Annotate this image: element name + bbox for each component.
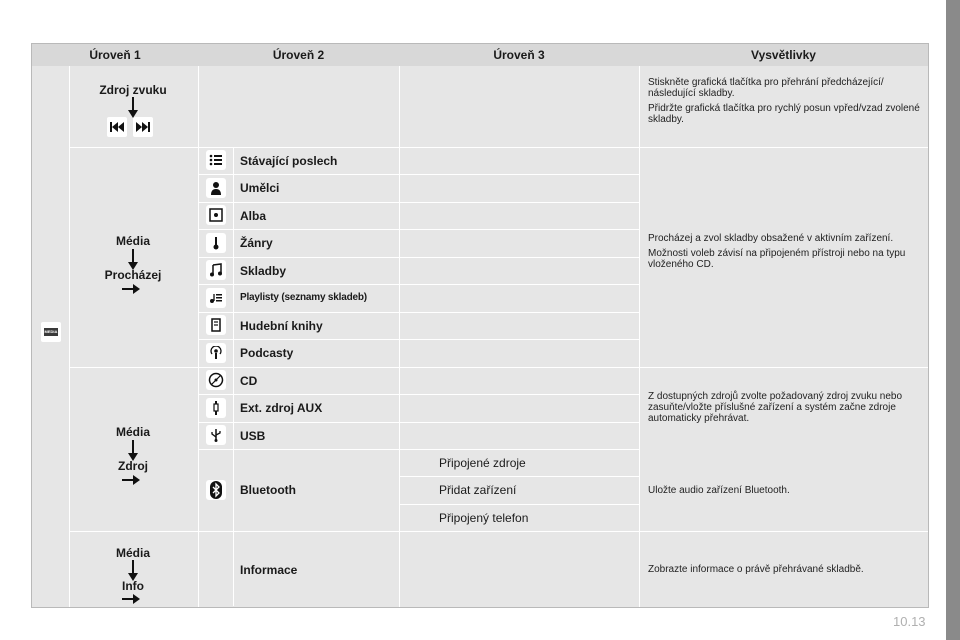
row-divider (198, 422, 639, 423)
row-divider (198, 394, 639, 395)
info-media-label: Média (115, 546, 150, 560)
browse-explanation-2: Možnosti voleb závisí na připojeném přístroji nebo na typu vloženého CD. (648, 248, 906, 270)
bluetooth-connected-phone: Připojený telefon (439, 511, 529, 525)
source-select-label: Zdroj (118, 459, 148, 473)
row-divider (198, 449, 639, 450)
song-icon (206, 260, 226, 280)
row-divider (198, 257, 639, 258)
menu-item-podcasts: Podcasty (240, 346, 294, 360)
row-divider (198, 202, 639, 203)
browse-media-label: Média (115, 234, 150, 248)
source-media-label: Média (115, 425, 150, 439)
arrow-right-icon (122, 475, 140, 485)
podcast-icon (206, 343, 226, 363)
source-explanation-1: Stiskněte grafická tlačítka pro přehrání předcházející/ následující skladby. (648, 77, 884, 99)
menu-item-audiobooks: Hudební knihy (240, 319, 323, 333)
header-level1: Úroveň 1 (32, 44, 198, 66)
arrow-right-icon (122, 284, 140, 294)
bluetooth-explanation: Uložte audio zařízení Bluetooth. (648, 485, 790, 496)
usb-icon (206, 425, 226, 445)
info-explanation: Zobrazte informace o právě přehrávané skladbě. (648, 564, 864, 575)
header-level2: Úroveň 2 (198, 44, 399, 66)
browse-explanation (648, 233, 920, 274)
page-edge-strip (946, 0, 960, 640)
header-explanations: Vysvětlivky (639, 44, 928, 66)
menu-item-usb: USB (240, 429, 266, 443)
album-icon (206, 205, 226, 225)
menu-item-aux: Ext. zdroj AUX (240, 401, 323, 415)
browse-explanation-1: Procházej a zvol skladby obsažené v aktivním zařízení. (648, 233, 894, 244)
row-divider (69, 367, 928, 368)
menu-item-cd: CD (240, 374, 258, 388)
genre-icon (206, 233, 226, 253)
cd-icon (206, 370, 226, 390)
previous-track-icon (107, 117, 127, 137)
playlist-icon (206, 288, 226, 308)
row-divider (198, 229, 639, 230)
media-button-icon: MEDIA (41, 322, 61, 342)
row-divider (399, 504, 639, 505)
next-track-icon (133, 117, 153, 137)
col-divider (233, 148, 234, 606)
row-divider (198, 284, 639, 285)
arrow-down-icon (127, 97, 139, 119)
header-level3: Úroveň 3 (399, 44, 639, 66)
artist-icon (206, 178, 226, 198)
menu-item-now-playing: Stávající poslech (240, 154, 338, 168)
menu-item-songs: Skladby (240, 264, 287, 278)
menu-item-genres: Žánry (240, 236, 273, 250)
menu-item-playlists: Playlisty (seznamy skladeb) (240, 292, 367, 303)
audiobook-icon (206, 315, 226, 335)
row-divider (69, 147, 928, 148)
source-label: Zdroj zvuku (99, 83, 167, 97)
row-divider (198, 174, 639, 175)
source-explanation (648, 77, 920, 129)
now-playing-icon (206, 150, 226, 170)
arrow-right-icon (122, 594, 140, 604)
info-label: Info (122, 579, 144, 593)
page-number: 10.13 (893, 614, 926, 629)
menu-item-bluetooth: Bluetooth (240, 483, 296, 497)
bluetooth-add-device: Přidat zařízení (439, 483, 517, 497)
menu-item-albums: Alba (240, 209, 267, 223)
row-divider (198, 312, 639, 313)
menu-table (31, 43, 929, 608)
aux-icon (206, 398, 226, 418)
browse-label: Procházej (104, 268, 162, 282)
row-divider (69, 531, 928, 532)
bluetooth-icon (206, 480, 226, 500)
row-divider (399, 476, 639, 477)
menu-item-information: Informace (240, 563, 298, 577)
bluetooth-connected-sources: Připojené zdroje (439, 456, 526, 470)
menu-item-artists: Umělci (240, 181, 280, 195)
row-divider (198, 339, 639, 340)
sources-explanation: Z dostupných zdrojů zvolte požadovaný zdroj zvuku nebo zasuňte/vložte příslušné zařízení a systém začne zdroje automaticky přehrávat. (648, 391, 903, 424)
source-explanation-2: Přidržte grafická tlačítka pro rychlý posun vpřed/vzad zvolené skladby. (648, 103, 920, 125)
